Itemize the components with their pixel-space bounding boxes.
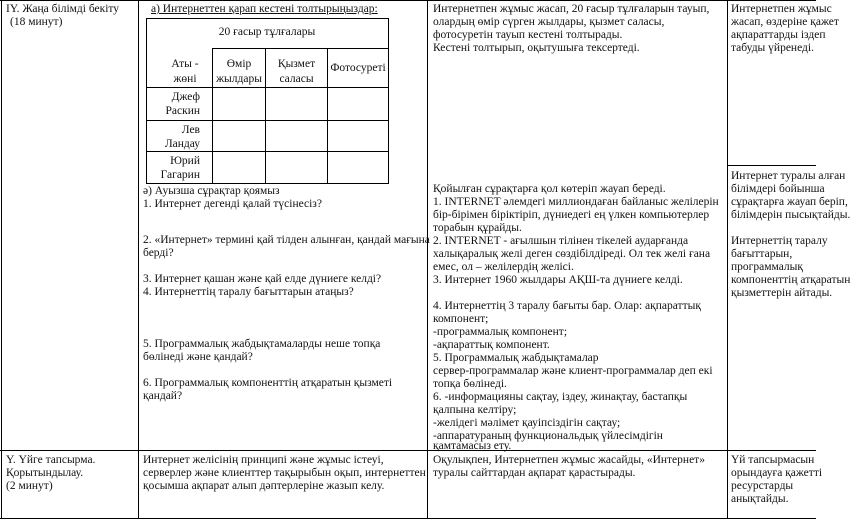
task-b-heading: ә) Ауызша сұрақтар қоямыз (143, 185, 280, 197)
homework-outcome-1: орындауға қажетті (731, 467, 823, 479)
homework-teacher-1: серверлер және клиенттер тақырыбын оқып, интернеттен (143, 467, 426, 479)
answer-line-2: бір-бірімен біріктіріп, дүниедегі ең үлкен компьютерлер (433, 209, 710, 221)
header-field-line2: саласы (279, 73, 314, 85)
outcome-top-0: Интернетпен жұмыс (731, 3, 832, 15)
question-2: 2. «Интернет» термині қай тілден алынған, қандай мағына (143, 234, 430, 246)
question-5-cont: бөлінеді және қандай? (143, 351, 253, 363)
outcome-bottom-0: Интернет туралы алған (731, 170, 846, 182)
person-2: Лев Ландау (164, 124, 200, 150)
student-intro-3: фотосуретін тауып кестені толтырады. (433, 29, 623, 41)
answer-line-13: сервер-программалар және клиент-программалар деп екі (433, 365, 713, 377)
question-4: 4. Интернеттің таралу бағыттарын атаңыз? (143, 286, 354, 298)
question-3: 3. Интернет қашан және қай елде дүниеге келді? (143, 273, 382, 285)
answer-line-8: 4. Интернеттің 3 таралу бағыты бар. Олар: ақпараттық (433, 300, 701, 312)
homework-student-1: туралы сайттардан ақпарат қарастырады. (433, 467, 636, 479)
table-left-border (1, 0, 2, 519)
student-intro-2: олардың өмір сүрген жылдары, қызмет саласы, (433, 16, 665, 28)
outcome-bottom-3: білімдерін пысықтайды. (731, 209, 850, 221)
answer-line-18: -аппаратураның функциональдық үйлесімдігін (433, 430, 663, 442)
person-1: Джеф Раскин (165, 91, 200, 117)
header-years-line2: жылдары (216, 73, 262, 85)
answer-line-4: 2. INTERNET - ағылшын тілінен тікелей аударғанда (433, 235, 689, 247)
homework-stage-sub: Қорытындылау. (6, 467, 84, 479)
outcome-bottom-9: қызметтерін айтады. (731, 287, 833, 299)
outcome-bottom-8: компоненттің атқаратын (731, 274, 850, 286)
table-bottom-border (0, 518, 816, 519)
table-title: 20 ғасыр тұлғалары (218, 26, 316, 38)
outcome-bottom-5: Интернеттің таралу (731, 235, 828, 247)
question-6-cont: қандай? (143, 390, 183, 402)
answer-line-7: 3. Интернет 1960 жылдары АҚШ-та дүниеге келді. (433, 274, 683, 286)
header-years-line1: Өмір (226, 58, 252, 70)
answer-line-1: 1. INTERNET әлемдегі миллиондаған байланыс желілерін (433, 196, 719, 208)
header-photo: Фотосуреті (330, 62, 386, 74)
header-name-line1: Аты - (171, 58, 199, 70)
stage-title: IY. Жаңа білімді бекіту (6, 3, 120, 15)
homework-stage-time: (2 минут) (6, 480, 53, 492)
answer-line-16: қалпына келтіру; (433, 404, 517, 416)
homework-teacher-2: қосымша ақпарат алып дәптерлеріне жазып келу. (143, 480, 385, 492)
answer-line-12: 5. Программалық жабдықтамалар (433, 352, 599, 364)
answer-line-11: -ақпараттық компонент. (433, 339, 550, 351)
answer-line-0: Қойылған сұрақтарға қол көтеріп жауап береді. (433, 183, 666, 195)
student-intro-4: Кестені толтырып, оқытушыға тексертеді. (433, 42, 640, 54)
answer-line-15: 6. -информацияны сақтау, іздеу, жинақтау, бастапқы (433, 391, 688, 403)
question-2-cont: берді? (143, 247, 174, 259)
header-years (213, 57, 265, 87)
answer-line-17: -желідегі мәлімет қауіпсіздігін сақтау; (433, 417, 621, 429)
question-1: 1. Интернет дегенді қалай түсінесіз? (143, 198, 322, 210)
homework-stage-title: Y. Үйге тапсырма. (6, 454, 96, 466)
task-a-heading: а) Интернеттен қарап кестені толтырыңыздар: (151, 3, 378, 15)
answer-line-9: компонент; (433, 313, 489, 325)
answer-line-3: торабын құрайды. (433, 222, 522, 234)
col-divider-2 (427, 0, 428, 519)
col-divider-1 (138, 0, 139, 519)
homework-outcome-0: Үй тапсырмасын (731, 454, 815, 466)
outcome-bottom-2: сұрақтарға жауап беріп, (731, 196, 848, 208)
student-intro-1: Интернетпен жұмыс жасап, 20 ғасыр тұлғаларын тауып, (433, 3, 710, 15)
header-field (266, 57, 327, 87)
outcome-bottom-1: білімдері бойынша (731, 183, 825, 195)
question-6: 6. Программалық компоненттің атқаратын қызметі (143, 377, 393, 389)
outcome-top-2: ақпараттарды іздеп (731, 29, 826, 41)
outcome-top-1: жасап, өздеріне қажет (731, 16, 839, 28)
stage-time: (18 минут) (10, 16, 63, 28)
outcome-divider (727, 165, 816, 166)
col-divider-3 (727, 0, 728, 519)
homework-outcome-3: анықтайды. (731, 493, 789, 505)
answer-line-10: -программалық компонент; (433, 326, 568, 338)
header-name-line2: жөні (173, 73, 197, 85)
person-3: Юрий Гагарин (160, 155, 200, 181)
outcome-bottom-7: программалық (731, 261, 803, 273)
header-name (160, 57, 210, 87)
row-divider (0, 450, 816, 451)
table-top-border (0, 0, 816, 1)
answer-line-5: халықаралық желі деген сөздібілдіреді. Ол тек желі ғана (433, 248, 711, 260)
header-field-line1: Қызмет (277, 58, 316, 70)
answer-line-6: емес, ол – желілердің желісі. (433, 261, 574, 273)
outcome-top-3: табуды үйренеді. (731, 42, 814, 54)
answer-line-14: топқа бөлінеді. (433, 378, 507, 390)
answer-line-19: қамтамасыз ету. (433, 440, 512, 452)
homework-outcome-2: ресурстарды (731, 480, 794, 492)
question-5: 5. Программалық жабдықтамаларды неше топқа (143, 338, 381, 350)
homework-student-0: Оқулықпен, Интернетпен жұмыс жасайды, «Интернет» (433, 454, 705, 466)
homework-teacher-0: Интернет желісінің принципі және жұмыс істеуі, (143, 454, 384, 466)
outcome-bottom-6: бағыттарын, (731, 248, 793, 260)
